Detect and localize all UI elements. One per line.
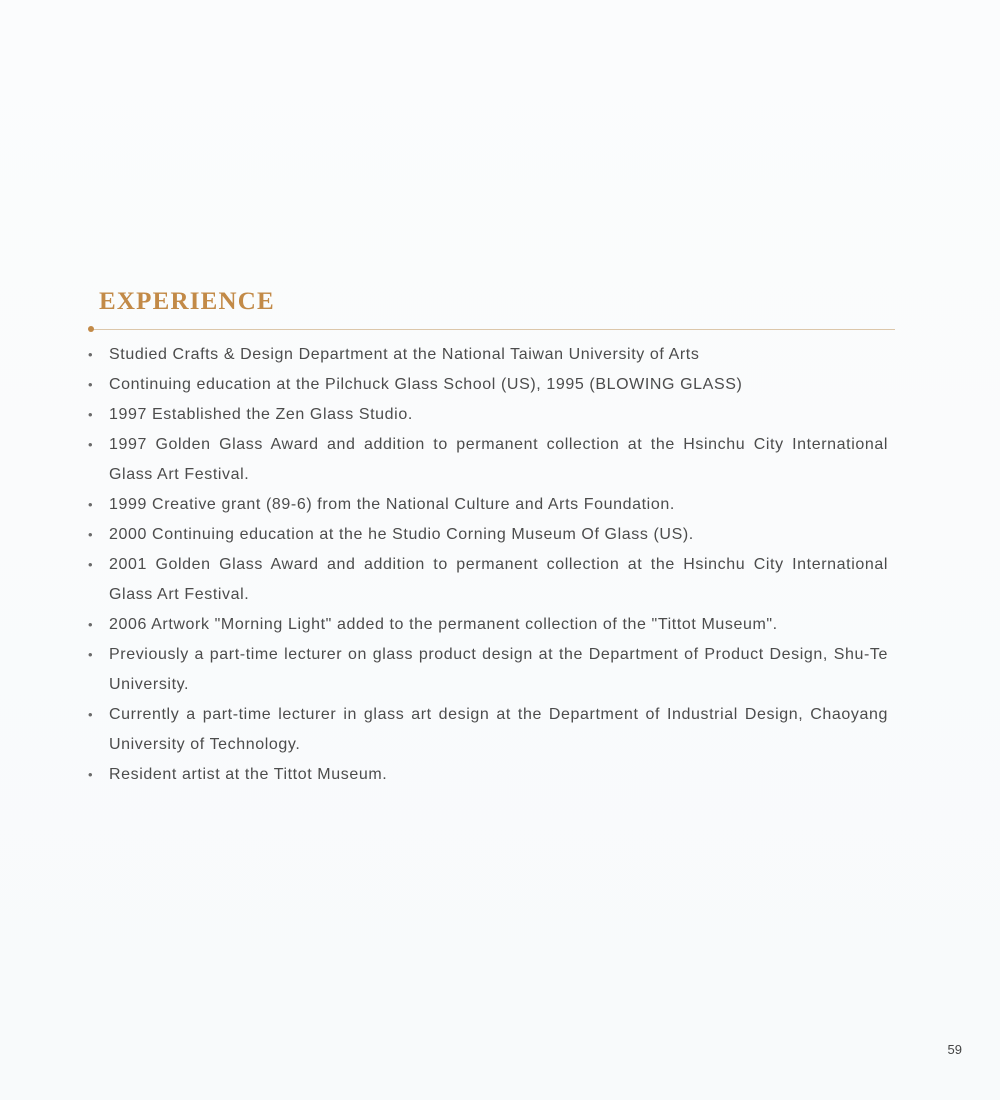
bullet-icon: • xyxy=(88,347,94,362)
bullet-icon: • xyxy=(88,767,94,782)
list-item xyxy=(88,520,888,550)
bullet-icon: • xyxy=(88,527,94,542)
list-item-text: 1997 Established the Zen Glass Studio. xyxy=(109,406,413,423)
list-item xyxy=(88,340,888,370)
page-number: 59 xyxy=(947,1042,962,1057)
list-item-text: 1999 Creative grant (89-6) from the National Culture and Arts Foundation. xyxy=(109,496,675,513)
list-item-text: Studied Crafts & Design Department at the National Taiwan University of Arts xyxy=(109,346,700,363)
list-item xyxy=(88,400,888,430)
bullet-icon: • xyxy=(88,707,94,722)
section-heading: EXPERIENCE xyxy=(99,288,275,315)
list-item xyxy=(88,490,888,520)
list-item xyxy=(88,370,888,400)
experience-list xyxy=(88,340,888,790)
list-item-text: 2000 Continuing education at the he Studio Corning Museum Of Glass (US). xyxy=(109,526,694,543)
list-item xyxy=(88,760,888,790)
bullet-icon: • xyxy=(88,437,94,452)
list-item xyxy=(88,640,888,700)
bullet-icon: • xyxy=(88,647,94,662)
list-item xyxy=(88,700,888,760)
divider-dot xyxy=(88,326,94,332)
list-item-text: 2006 Artwork "Morning Light" added to the permanent collection of the "Tittot Museum". xyxy=(109,616,778,633)
list-item-text: Currently a part-time lecturer in glass art design at the Department of Industrial Design, Chaoyang University of Technology. xyxy=(109,706,888,753)
list-item-text: Previously a part-time lecturer on glass product design at the Department of Product Design, Shu-Te University. xyxy=(109,646,888,693)
list-item-text: 2001 Golden Glass Award and addition to permanent collection at the Hsinchu City International Glass Art Festival. xyxy=(109,556,888,603)
list-item xyxy=(88,610,888,640)
list-item xyxy=(88,430,888,490)
bullet-icon: • xyxy=(88,617,94,632)
bullet-icon: • xyxy=(88,377,94,392)
bullet-icon: • xyxy=(88,557,94,572)
list-item xyxy=(88,550,888,610)
bullet-icon: • xyxy=(88,407,94,422)
list-item-text: Continuing education at the Pilchuck Glass School (US), 1995 (BLOWING GLASS) xyxy=(109,376,743,393)
heading-divider xyxy=(92,329,895,330)
bullet-icon: • xyxy=(88,497,94,512)
list-item-text: 1997 Golden Glass Award and addition to permanent collection at the Hsinchu City International Glass Art Festival. xyxy=(109,436,888,483)
list-item-text: Resident artist at the Tittot Museum. xyxy=(109,766,388,783)
